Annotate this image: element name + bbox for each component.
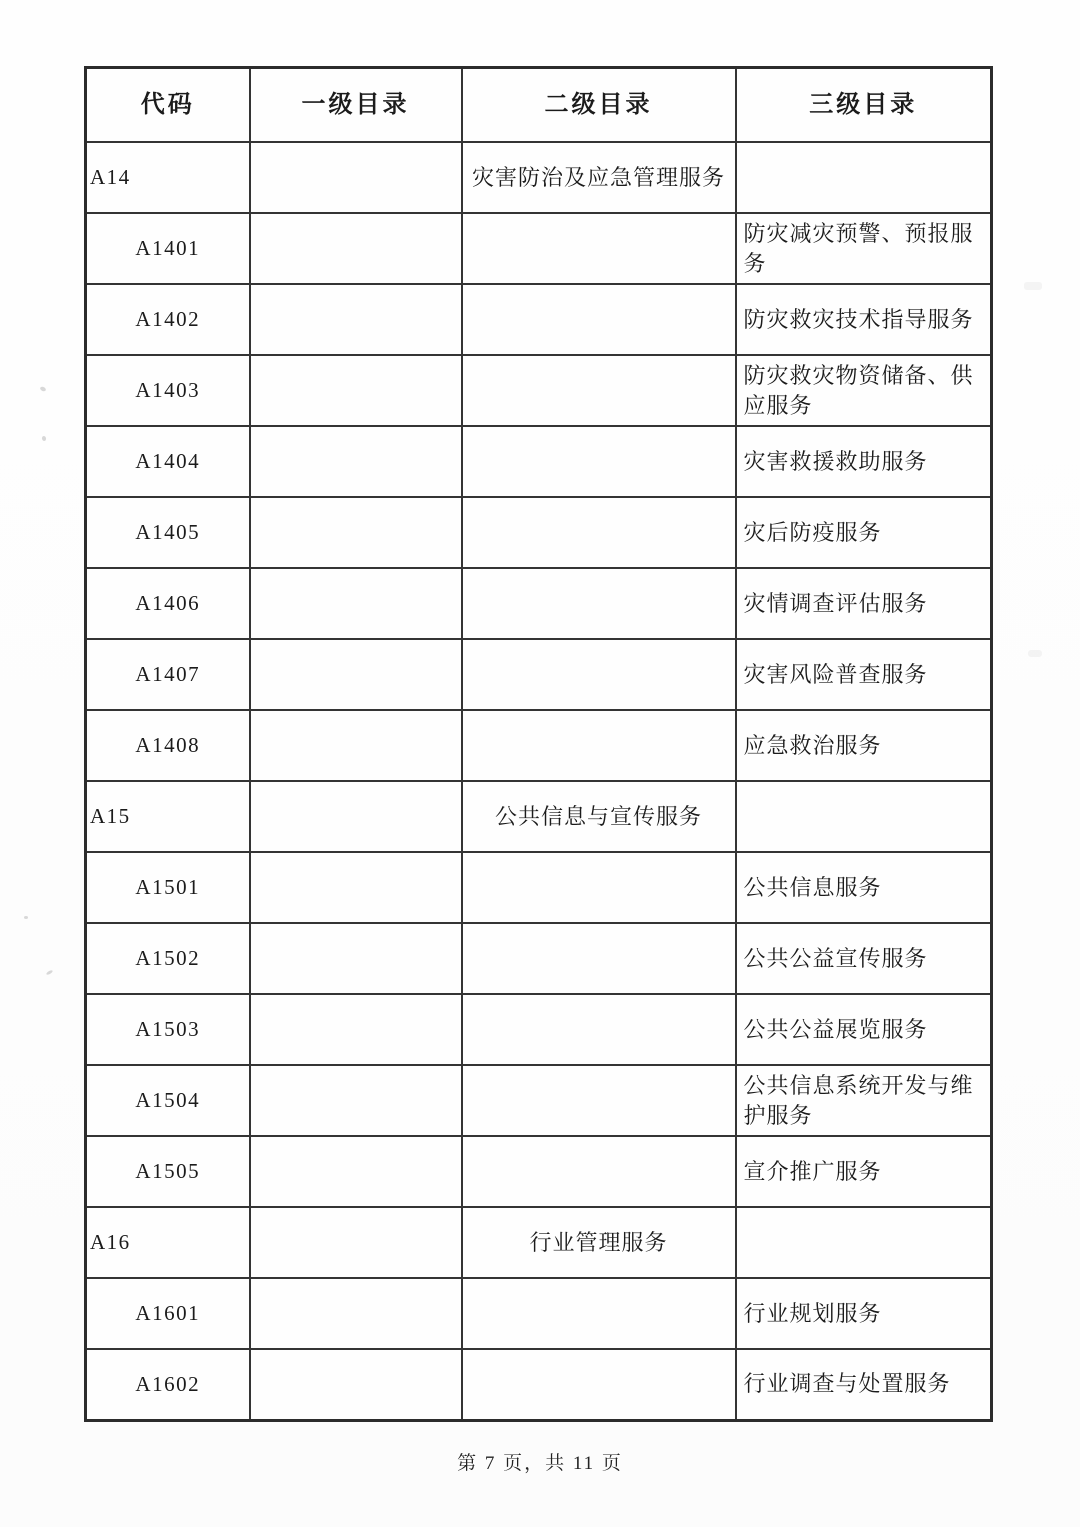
cell-code: A1405 bbox=[86, 497, 250, 568]
table-row bbox=[86, 497, 992, 568]
cell-level3: 行业规划服务 bbox=[736, 1278, 992, 1349]
table-row bbox=[86, 710, 992, 781]
column-header-code: 代码 bbox=[86, 68, 250, 143]
cell-level3 bbox=[736, 142, 992, 213]
cell-level1 bbox=[250, 497, 462, 568]
cell-level3 bbox=[736, 781, 992, 852]
cell-level2 bbox=[462, 284, 736, 355]
table-row bbox=[86, 426, 992, 497]
cell-level2 bbox=[462, 639, 736, 710]
cell-level3: 防灾减灾预警、预报服务 bbox=[736, 213, 992, 284]
table-row bbox=[86, 1136, 992, 1207]
scan-smudge bbox=[1028, 650, 1042, 657]
cell-code: A1503 bbox=[86, 994, 250, 1065]
cell-level2 bbox=[462, 497, 736, 568]
table-row bbox=[86, 1065, 992, 1136]
cell-level3: 公共信息服务 bbox=[736, 852, 992, 923]
cell-level1 bbox=[250, 284, 462, 355]
cell-level2: 行业管理服务 bbox=[462, 1207, 736, 1278]
cell-level3: 公共公益宣传服务 bbox=[736, 923, 992, 994]
table-row bbox=[86, 142, 992, 213]
cell-level1 bbox=[250, 1136, 462, 1207]
cell-level1 bbox=[250, 923, 462, 994]
cell-level3: 防灾救灾技术指导服务 bbox=[736, 284, 992, 355]
cell-level1 bbox=[250, 1349, 462, 1420]
cell-level3 bbox=[736, 1207, 992, 1278]
cell-level2 bbox=[462, 355, 736, 426]
cell-level3: 公共公益展览服务 bbox=[736, 994, 992, 1065]
cell-level3: 灾害风险普查服务 bbox=[736, 639, 992, 710]
cell-code: A1402 bbox=[86, 284, 250, 355]
scan-speck bbox=[39, 386, 46, 392]
cell-level2 bbox=[462, 426, 736, 497]
scan-speck bbox=[41, 436, 46, 442]
cell-level2 bbox=[462, 994, 736, 1065]
cell-level2 bbox=[462, 710, 736, 781]
cell-code: A1403 bbox=[86, 355, 250, 426]
cell-code: A1502 bbox=[86, 923, 250, 994]
cell-level2: 灾害防治及应急管理服务 bbox=[462, 142, 736, 213]
cell-level2 bbox=[462, 923, 736, 994]
cell-code: A14 bbox=[86, 142, 250, 213]
column-header-level3: 三级目录 bbox=[736, 68, 992, 143]
cell-level2 bbox=[462, 1349, 736, 1420]
cell-code: A1501 bbox=[86, 852, 250, 923]
cell-level2 bbox=[462, 213, 736, 284]
cell-level1 bbox=[250, 639, 462, 710]
cell-level1 bbox=[250, 710, 462, 781]
cell-level1 bbox=[250, 1207, 462, 1278]
cell-code: A15 bbox=[86, 781, 250, 852]
cell-level2 bbox=[462, 1278, 736, 1349]
table-row bbox=[86, 781, 992, 852]
table-row bbox=[86, 213, 992, 284]
catalog-table bbox=[84, 66, 993, 1422]
cell-level1 bbox=[250, 1278, 462, 1349]
cell-level1 bbox=[250, 568, 462, 639]
cell-level3: 防灾救灾物资储备、供应服务 bbox=[736, 355, 992, 426]
table-row bbox=[86, 639, 992, 710]
scan-speck bbox=[24, 916, 28, 919]
cell-level3: 灾情调查评估服务 bbox=[736, 568, 992, 639]
column-header-level1: 一级目录 bbox=[250, 68, 462, 143]
cell-level1 bbox=[250, 142, 462, 213]
cell-level2: 公共信息与宣传服务 bbox=[462, 781, 736, 852]
cell-level2 bbox=[462, 568, 736, 639]
scan-speck bbox=[46, 969, 54, 975]
cell-code: A1406 bbox=[86, 568, 250, 639]
table-row bbox=[86, 1207, 992, 1278]
cell-level2 bbox=[462, 1136, 736, 1207]
cell-level3: 应急救治服务 bbox=[736, 710, 992, 781]
cell-level1 bbox=[250, 213, 462, 284]
cell-code: A1504 bbox=[86, 1065, 250, 1136]
table-row bbox=[86, 1278, 992, 1349]
table-row bbox=[86, 852, 992, 923]
table-row bbox=[86, 923, 992, 994]
cell-level3: 公共信息系统开发与维护服务 bbox=[736, 1065, 992, 1136]
table-row bbox=[86, 994, 992, 1065]
cell-code: A1601 bbox=[86, 1278, 250, 1349]
cell-code: A1408 bbox=[86, 710, 250, 781]
table-row bbox=[86, 1349, 992, 1420]
cell-code: A1407 bbox=[86, 639, 250, 710]
table-header-row bbox=[86, 68, 992, 143]
cell-level1 bbox=[250, 355, 462, 426]
cell-code: A1602 bbox=[86, 1349, 250, 1420]
cell-level2 bbox=[462, 1065, 736, 1136]
cell-level3: 灾后防疫服务 bbox=[736, 497, 992, 568]
cell-code: A1401 bbox=[86, 213, 250, 284]
page-number-footer: 第 7 页，共 11 页 bbox=[457, 1453, 623, 1474]
cell-level1 bbox=[250, 852, 462, 923]
cell-level1 bbox=[250, 426, 462, 497]
cell-level1 bbox=[250, 781, 462, 852]
cell-level1 bbox=[250, 994, 462, 1065]
column-header-level2: 二级目录 bbox=[462, 68, 736, 143]
cell-code: A16 bbox=[86, 1207, 250, 1278]
cell-level3: 行业调查与处置服务 bbox=[736, 1349, 992, 1420]
table-row bbox=[86, 355, 992, 426]
cell-level3: 宣介推广服务 bbox=[736, 1136, 992, 1207]
scan-smudge bbox=[1024, 282, 1042, 290]
cell-level3: 灾害救援救助服务 bbox=[736, 426, 992, 497]
cell-code: A1505 bbox=[86, 1136, 250, 1207]
table-row bbox=[86, 284, 992, 355]
cell-level1 bbox=[250, 1065, 462, 1136]
cell-level2 bbox=[462, 852, 736, 923]
table-row bbox=[86, 568, 992, 639]
cell-code: A1404 bbox=[86, 426, 250, 497]
